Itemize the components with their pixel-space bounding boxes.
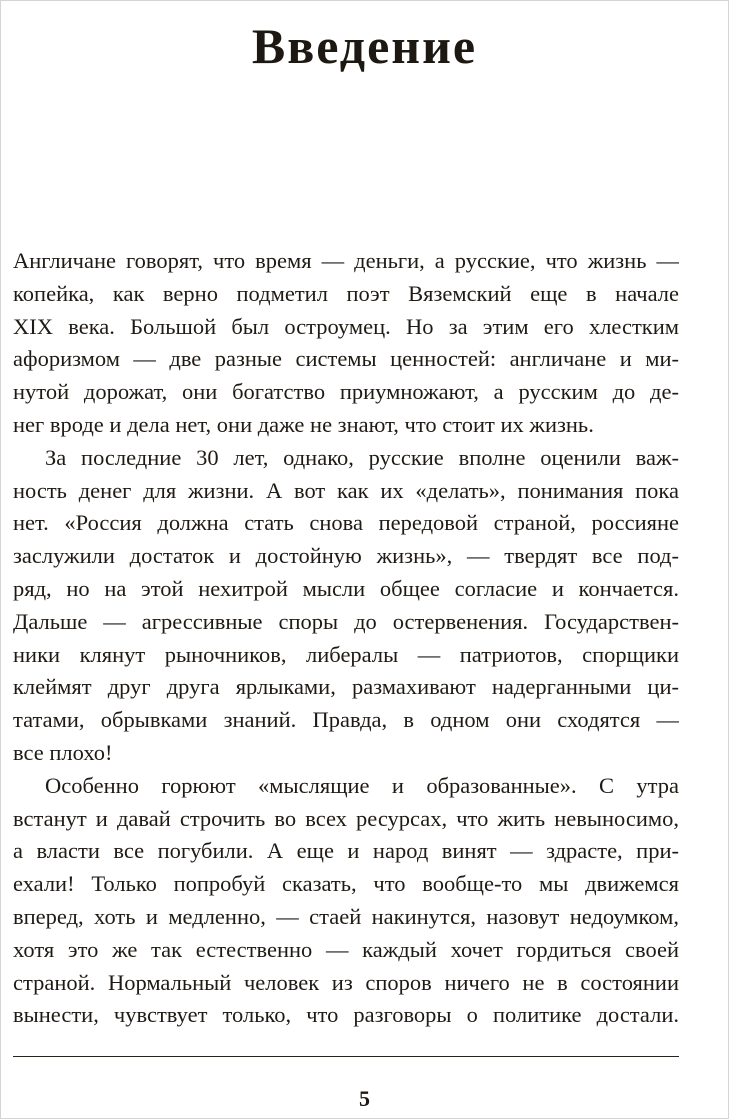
- text-line: встанут и давай строчить во всех ресурсах, что жить невыносимо,: [13, 805, 679, 831]
- paragraph-1: [13, 245, 679, 442]
- text-line: хотя это же так естественно — каждый хочет гордиться своей: [13, 936, 679, 962]
- text-line: Дальше — агрессивные споры до остервенения. Государствен-: [13, 608, 679, 634]
- text-line: все плохо!: [13, 739, 113, 765]
- footer-divider: [13, 1056, 679, 1057]
- text-line: нутой дорожат, они богатство приумножают, а русским до де-: [13, 379, 679, 405]
- text-line: вынести, чувствует только, что разговоры о политике достали.: [13, 1002, 679, 1028]
- text-line: ность денег для жизни. А вот как их «делать», понимания пока: [13, 477, 679, 503]
- text-line: а власти все погубили. А еще и народ винят — здрасте, при-: [13, 838, 679, 864]
- paragraph-2: [13, 442, 679, 770]
- text-line: афоризмом — две разные системы ценностей: англичане и ми-: [13, 346, 679, 372]
- text-line: нег вроде и дела нет, они даже не знают, что стоит их жизнь.: [13, 411, 594, 437]
- text-line: копейка, как верно подметил поэт Вяземский еще в начале: [13, 280, 679, 306]
- text-line: ехали! Только попробуй сказать, что вообще-то мы движемся: [13, 871, 679, 897]
- chapter-title: Введение: [251, 18, 478, 74]
- text-line: нет. «Россия должна стать снова передовой страной, россияне: [13, 510, 679, 536]
- text-line: вперед, хоть и медленно, — стаей накинутся, назовут недоумком,: [13, 903, 679, 929]
- paragraph-3: [13, 770, 679, 1032]
- text-line: заслужили достаток и достойную жизнь», — твердят все под-: [13, 543, 679, 569]
- text-line: татами, обрывками знаний. Правда, в одном они сходятся —: [13, 707, 679, 733]
- text-line: клеймят друг друга ярлыками, размахивают надерганными ци-: [13, 674, 679, 700]
- text-line: Англичане говорят, что время — деньги, а русские, что жизнь —: [13, 248, 679, 273]
- text-line: ники клянут рыночников, либералы — патриотов, спорщики: [13, 641, 679, 667]
- page-number: 5: [359, 1086, 370, 1111]
- text-line: страной. Нормальный человек из споров ничего не в состоянии: [13, 969, 679, 995]
- text-line: ряд, но на этой нехитрой мысли общее согласие и кончается.: [13, 575, 679, 601]
- text-line: XIX века. Большой был остроумец. Но за этим его хлестким: [13, 313, 679, 339]
- body-text: [13, 245, 679, 1032]
- text-line: Особенно горюют «мыслящие и образованные». С утра: [45, 772, 679, 798]
- text-line: За последние 30 лет, однако, русские вполне оценили важ-: [45, 444, 679, 470]
